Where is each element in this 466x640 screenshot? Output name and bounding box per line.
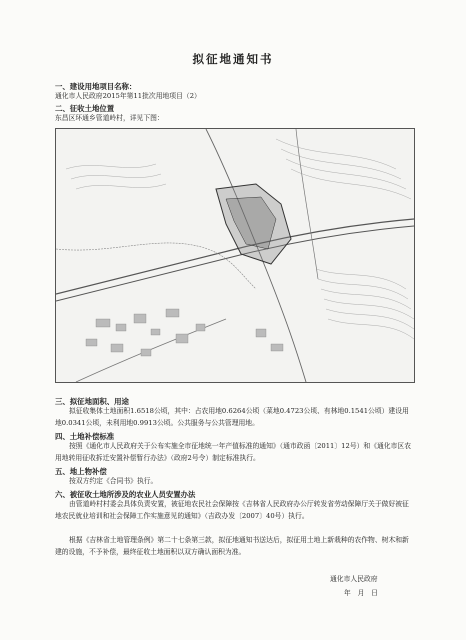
map-drawing bbox=[56, 129, 414, 382]
signature-org: 通化市人民政府 bbox=[330, 575, 378, 583]
section-3-heading: 三、拟征地面积、用途 bbox=[55, 397, 129, 406]
section-4-text: 按照《通化市人民政府关于公布实施全市征地统一年产值标准的通知》（通市政函〔2011〕12号）和《通化市区农用地转用征收拆迁安置补偿暂行办法》（政府2号令）制定标准执行。 bbox=[55, 442, 411, 462]
section-4-heading: 四、土地补偿标准 bbox=[55, 432, 115, 441]
section-7-text: 根据《吉林省土地管理条例》第二十七条第三款，拟征地通知书送达后，拟征用土地上新栽种的农作物、树木和新建的设施，不予补偿，最终征收土地面积以双方确认面积为准。 bbox=[55, 536, 409, 556]
section-1-heading: 一、建设用地项目名称： bbox=[55, 82, 137, 91]
section-5-text: 按双方约定《合同书》执行。 bbox=[69, 477, 158, 485]
location-map bbox=[55, 128, 415, 383]
section-5-heading: 五、地上物补偿 bbox=[55, 467, 107, 476]
section-1-text: 通化市人民政府2015年第11批次用地项目（2） bbox=[55, 92, 201, 100]
section-6-heading: 六、被征收土地所涉及的农业人员安置办法 bbox=[55, 490, 196, 499]
signature-date: 年 月 日 bbox=[344, 589, 378, 597]
section-3-text: 拟征收集体土地面积1.6518公顷，其中：占农用地0.6264公顷（菜地0.4723公顷、有林地0.1541公顷）建设用地0.0341公顷，未利用地0.9913公顷。公共服务与公共管理用地。 bbox=[55, 407, 409, 427]
section-2-text: 东昌区环通乡管道岭村，详见下图： bbox=[55, 114, 164, 122]
section-2-heading: 二、征收土地位置 bbox=[55, 104, 115, 113]
section-6-text: 由管道岭村村委会具体负责安置，被征地农民社会保障按《吉林省人民政府办公厅转发省劳动保障厅关于做好被征地农民就业培训和社会保障工作实施意见的通知》（吉政办发〔2007〕40号）执行。 bbox=[55, 500, 409, 520]
page-title: 拟征地通知书 bbox=[192, 52, 274, 66]
